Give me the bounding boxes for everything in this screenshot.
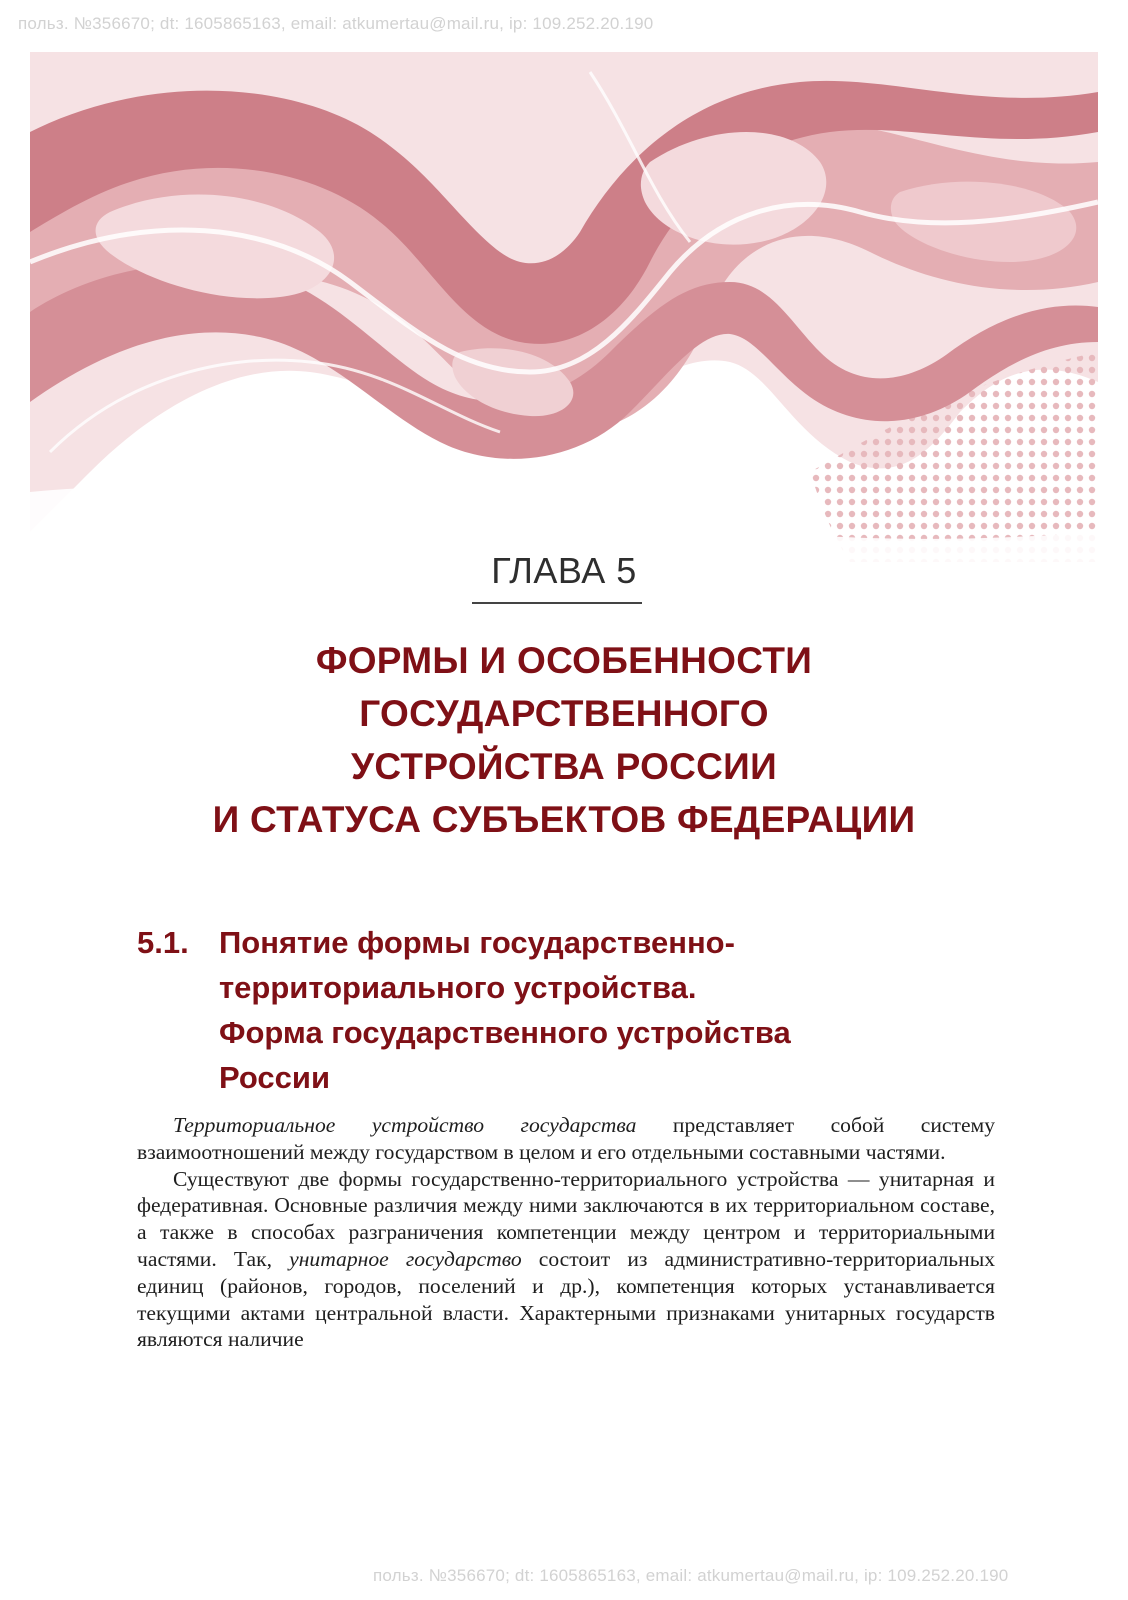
chapter-title-line: ГОСУДАРСТВЕННОГО [359,693,769,734]
chapter-title-line: ФОРМЫ И ОСОБЕННОСТИ [315,640,813,681]
chapter-title-line: УСТРОЙСТВА РОССИИ [351,746,777,787]
watermark-top: польз. №356670; dt: 1605865163, email: atkumertau@mail.ru, ip: 109.252.20.190 [18,14,654,33]
chapter-title-line: И СТАТУСА СУБЪЕКТОВ ФЕДЕРАЦИИ [212,799,916,840]
section-title-line: Понятие формы государственно- [219,925,735,960]
section-title-line: России [219,1060,331,1095]
paragraph-text: представляет собой систему взаимоотношений между государством в целом и его отдельными составными частями. [137,1113,996,1164]
marbled-swirl-pattern-icon [30,52,1098,562]
chapter-divider [472,602,642,604]
section-heading [137,920,1017,1100]
paragraph-text: состоит из административно-территориальных единиц (районов, городов, поселений и др.), компетенция которых устанавливается текущими актами центральной власти. Характерными признаками унитарных государств являются наличие [137,1246,996,1352]
paragraph [137,1112,995,1166]
section-title-line: Форма государственного устройства [219,1015,791,1050]
chapter-label: ГЛАВА 5 [491,550,637,591]
chapter-title [0,634,1128,846]
paragraph-text: Существуют две формы государственно-территориального устройства — унитарная и федеративная. Основные различия между ними заключаются в их территориальном составе, а также в способах разграничения компетенции между центром и территориальными частями. Так, [137,1166,995,1271]
watermark-bottom: польз. №356670; dt: 1605865163, email: atkumertau@mail.ru, ip: 109.252.20.190 [373,1566,1009,1585]
paragraph [137,1166,995,1354]
section-number: 5.1. [137,925,189,960]
term-emphasis: унитарное государство [289,1246,522,1271]
body-text [137,1112,995,1353]
term-emphasis: Территориальное устройство государства [173,1113,637,1137]
section-title-line: территориального устройства. [219,970,697,1005]
